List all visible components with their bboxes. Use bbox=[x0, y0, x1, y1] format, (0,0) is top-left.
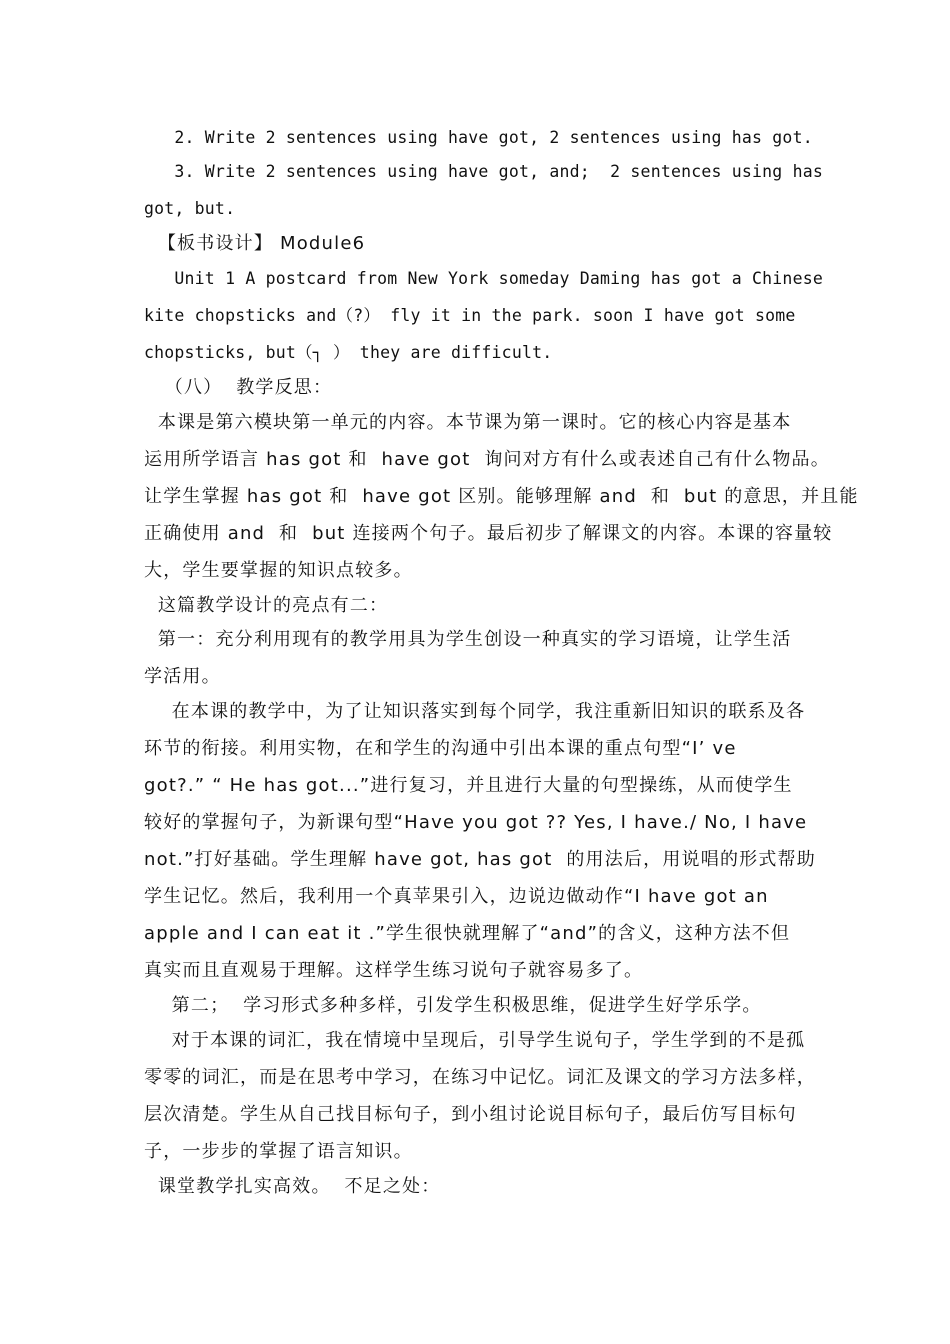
text-line: 运用所学语言 has got 和 have got 询问对方有什么或表述自己有什么物品。 bbox=[144, 449, 830, 470]
text-line: got, but. bbox=[144, 199, 236, 218]
section-heading: （八） 教学反思： bbox=[144, 377, 333, 398]
text-line: Unit 1 A postcard from New York someday Daming has got a Chinese bbox=[144, 269, 823, 288]
text-line: 第二； 学习形式多种多样，引发学生积极思维，促进学生好学乐学。 bbox=[144, 995, 762, 1016]
text-line: 较好的掌握句子，为新课句型“Have you got ?? Yes, I have./ No, I have bbox=[144, 812, 808, 833]
text-line: 第一：充分利用现有的教学用具为学生创设一种真实的学习语境，让学生活 bbox=[144, 629, 792, 650]
text-line: 3. Write 2 sentences using have got, and; 2 sentences using has bbox=[144, 162, 823, 181]
text-line: 课堂教学扎实高效。 不足之处： bbox=[144, 1176, 441, 1197]
text-line: 这篇教学设计的亮点有二： bbox=[144, 595, 389, 616]
text-line: 学活用。 bbox=[144, 666, 221, 687]
text-line: 真实而且直观易于理解。这样学生练习说句子就容易多了。 bbox=[144, 960, 644, 981]
text-line: 在本课的教学中，为了让知识落实到每个同学，我注重新旧知识的联系及各 bbox=[144, 701, 806, 722]
text-line: chopsticks, but（┐ ） they are difficult. bbox=[144, 343, 553, 362]
text-line: 子，一步步的掌握了语言知识。 bbox=[144, 1141, 413, 1162]
text-line: 学生记忆。然后，我利用一个真苹果引入，边说边做动作“I have got an bbox=[144, 886, 769, 907]
text-line: kite chopsticks and（?） fly it in the park. soon I have got some bbox=[144, 306, 796, 325]
text-line: not.”打好基础。学生理解 have got, has got 的用法后，用说唱的形式帮助 bbox=[144, 849, 816, 870]
text-line: 环节的衔接。利用实物，在和学生的沟通中引出本课的重点句型“I’ ve bbox=[144, 738, 737, 759]
text-line: 大，学生要掌握的知识点较多。 bbox=[144, 560, 413, 581]
text-line: 零零的词汇，而是在思考中学习，在练习中记忆。词汇及课文的学习方法多样， bbox=[144, 1067, 816, 1088]
text-line: 对于本课的词汇，我在情境中呈现后，引导学生说句子，学生学到的不是孤 bbox=[144, 1030, 806, 1051]
text-line: 层次清楚。学生从自己找目标句子，到小组讨论说目标句子，最后仿写目标句 bbox=[144, 1104, 797, 1125]
text-line: apple and I can eat it .”学生很快就理解了“and”的含义，这种方法不但 bbox=[144, 923, 791, 944]
section-heading: 【板书设计】 Module6 bbox=[144, 233, 366, 254]
text-line: 让学生掌握 has got 和 have got 区别。能够理解 and 和 but 的意思，并且能 bbox=[144, 486, 859, 507]
text-line: 本课是第六模块第一单元的内容。本节课为第一课时。它的核心内容是基本 bbox=[144, 412, 792, 433]
text-line: got?.” “ He has got...”进行复习，并且进行大量的句型操练，从而使学生 bbox=[144, 775, 793, 796]
text-line: 2. Write 2 sentences using have got, 2 sentences using has got. bbox=[144, 128, 813, 147]
text-line: 正确使用 and 和 but 连接两个句子。最后初步了解课文的内容。本课的容量较 bbox=[144, 523, 833, 544]
